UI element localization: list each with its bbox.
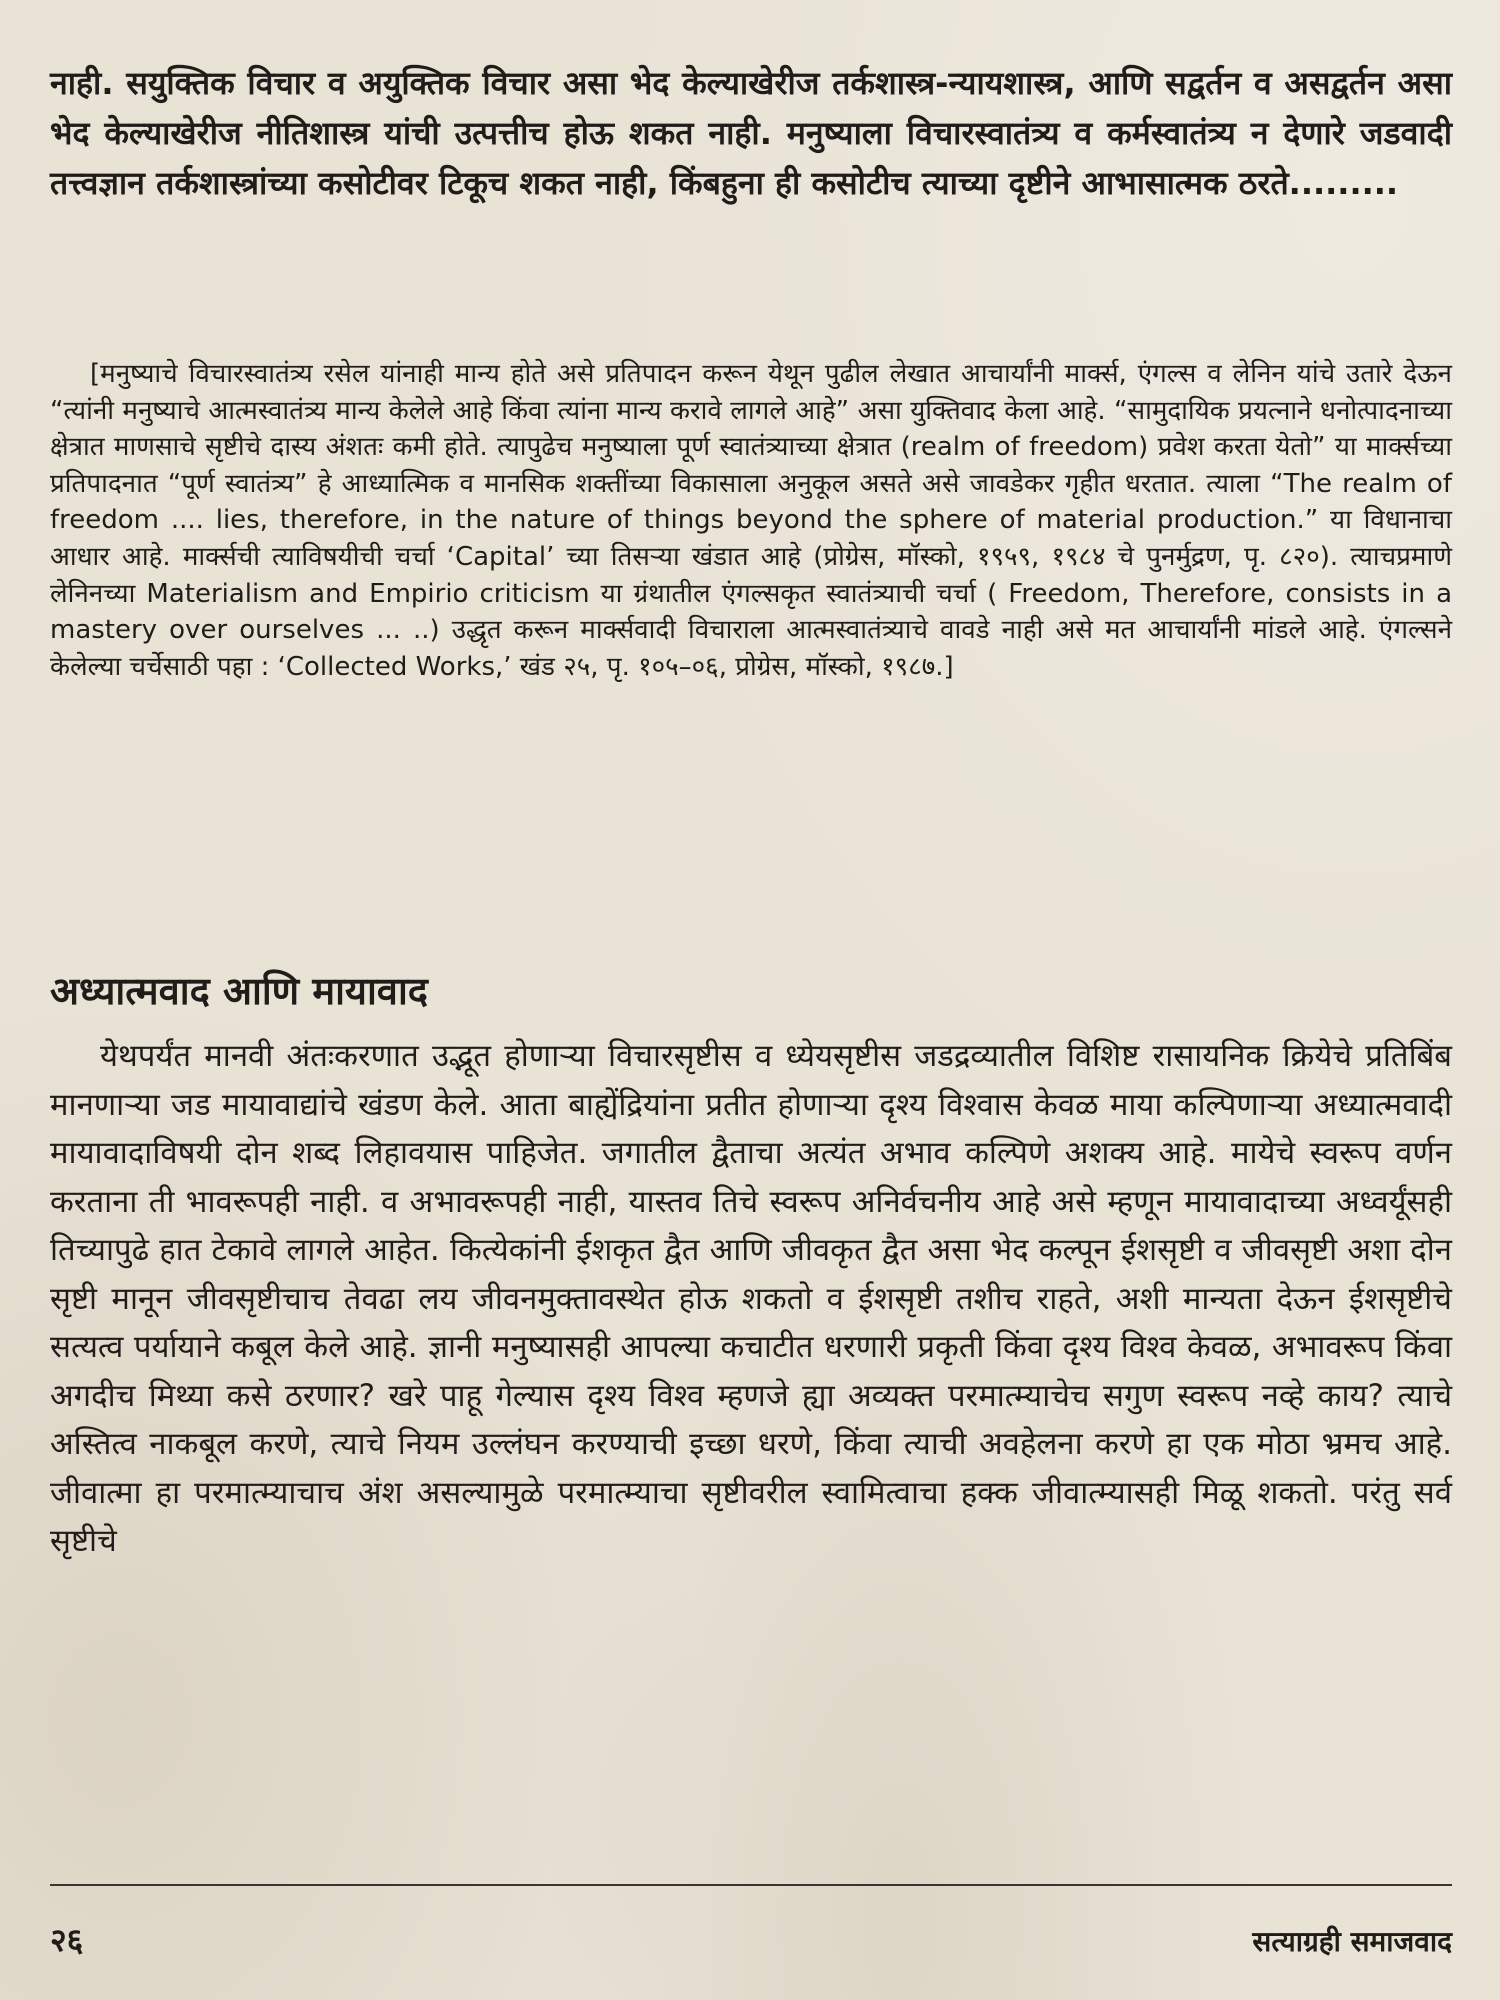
running-title: सत्याग्रही समाजवाद — [1252, 1925, 1452, 1958]
footer-divider — [50, 1884, 1452, 1886]
editor-note: [मनुष्याचे विचारस्वातंत्र्य रसेल यांनाही मान्य होते असे प्रतिपादन करून येथून पुढील लेखात आचार्यांनी मार्क्स, एंगल्स व लेनिन यांचे उतारे देऊन “त्यांनी मनुष्याचे आत्मस्वातंत्र्य मान्य केलेले आहे किंवा त्यांना मान्य करावे लागले आहे” असा युक्तिवाद केला आहे. “सामुदायिक प्रयत्नाने धनोत्पादनाच्या क्षेत्रात माणसाचे सृष्टीचे दास्य अंशतः कमी होते. त्यापुढेच मनुष्याला पूर्ण स्वातंत्र्याच्या क्षेत्रात (realm of freedom) प्रवेश करता येतो” या मार्क्सच्या प्रतिपादनात “पूर्ण स्वातंत्र्य” हे आध्यात्मिक व मानसिक शक्तींच्या विकासाला अनुकूल असते असे जावडेकर गृहीत धरतात. त्याला “The realm of freedom .... lies, therefore, in the nature of things beyond the sphere of material production.” या विधानाचा आधार आहे. मार्क्सची त्याविषयीची चर्चा ‘Capital’ च्या तिसऱ्या खंडात आहे (प्रोग्रेस, मॉस्को, १९५९, १९८४ चे पुनर्मुद्रण, पृ. ८२०). त्याचप्रमाणे लेनिनच्या Materialism and Empirio criticism या ग्रंथातील एंगल्सकृत स्वातंत्र्याची चर्चा ( Freedom, Therefore, consists in a mastery over ourselves ... ..) उद्धृत करून मार्क्सवादी विचाराला आत्मस्वातंत्र्याचे वावडे नाही असे मत आचार्यांनी मांडले आहे. एंगल्सने केलेल्या चर्चेसाठी पहा : ‘Collected Works,’ खंड २५, पृ. १०५–०६, प्रोग्रेस, मॉस्को, १९८७.] — [50, 359, 1452, 682]
section-heading: अध्यात्मवाद आणि मायावाद — [50, 969, 428, 1013]
top-paragraph: नाही. सयुक्तिक विचार व अयुक्तिक विचार असा भेद केल्याखेरीज तर्कशास्त्र-न्यायशास्त्र, आणि सद्वर्तन व असद्वर्तन असा भेद केल्याखेरीज नीतिशास्त्र यांची उत्पत्तीच होऊ शकत नाही. मनुष्याला विचारस्वातंत्र्य व कर्मस्वातंत्र्य न देणारे जडवादी तत्त्वज्ञान तर्कशास्त्रांच्या कसोटीवर टिकूच शकत नाही, किंबहुना ही कसोटीच त्याच्या दृष्टीने आभासात्मक ठरते......... — [50, 64, 1452, 202]
page-number: २६ — [50, 1921, 84, 1959]
body-paragraph: येथपर्यंत मानवी अंतःकरणात उद्भूत होणाऱ्या विचारसृष्टीस व ध्येयसृष्टीस जडद्रव्यातील विशिष्ट रासायनिक क्रियेचे प्रतिबिंब मानणाऱ्या जड मायावाद्यांचे खंडण केले. आता बाह्येंद्रियांना प्रतीत होणाऱ्या दृश्य विश्वास केवळ माया कल्पिणाऱ्या अध्यात्मवादी मायावादाविषयी दोन शब्द लिहावयास पाहिजेत. जगातील द्वैताचा अत्यंत अभाव कल्पिणे अशक्य आहे. मायेचे स्वरूप वर्णन करताना ती भावरूपही नाही. व अभावरूपही नाही, यास्तव तिचे स्वरूप अनिर्वचनीय आहे असे म्हणून मायावादाच्या अध्वर्यूंसही तिच्यापुढे हात टेकावे लागले आहेत. कित्येकांनी ईशकृत द्वैत आणि जीवकृत द्वैत असा भेद कल्पून ईशसृष्टी व जीवसृष्टी अशा दोन सृष्टी मानून जीवसृष्टीचाच तेवढा लय जीवनमुक्तावस्थेत होऊ शकतो व ईशसृष्टी तशीच राहते, अशी मान्यता देऊन ईशसृष्टीचे सत्यत्व पर्यायाने कबूल केले आहे. ज्ञानी मनुष्यासही आपल्या कचाटीत धरणारी प्रकृती किंवा दृश्य विश्व केवळ, अभावरूप किंवा अगदीच मिथ्या कसे ठरणार? खरे पाहू गेल्यास दृश्य विश्व म्हणजे ह्या अव्यक्त परमात्म्याचेच सगुण स्वरूप नव्हे काय? त्याचे अस्तित्व नाकबूल करणे, त्याचे नियम उल्लंघन करण्याची इच्छा धरणे, किंवा त्याची अवहेलना करणे हा एक मोठा भ्रमच आहे. जीवात्मा हा परमात्म्याचाच अंश असल्यामुळे परमात्म्याचा सृष्टीवरील स्वामित्वाचा हक्क जीवात्म्यासही मिळू शकतो. परंतु सर्व सृष्टीचे — [50, 1038, 1452, 1559]
